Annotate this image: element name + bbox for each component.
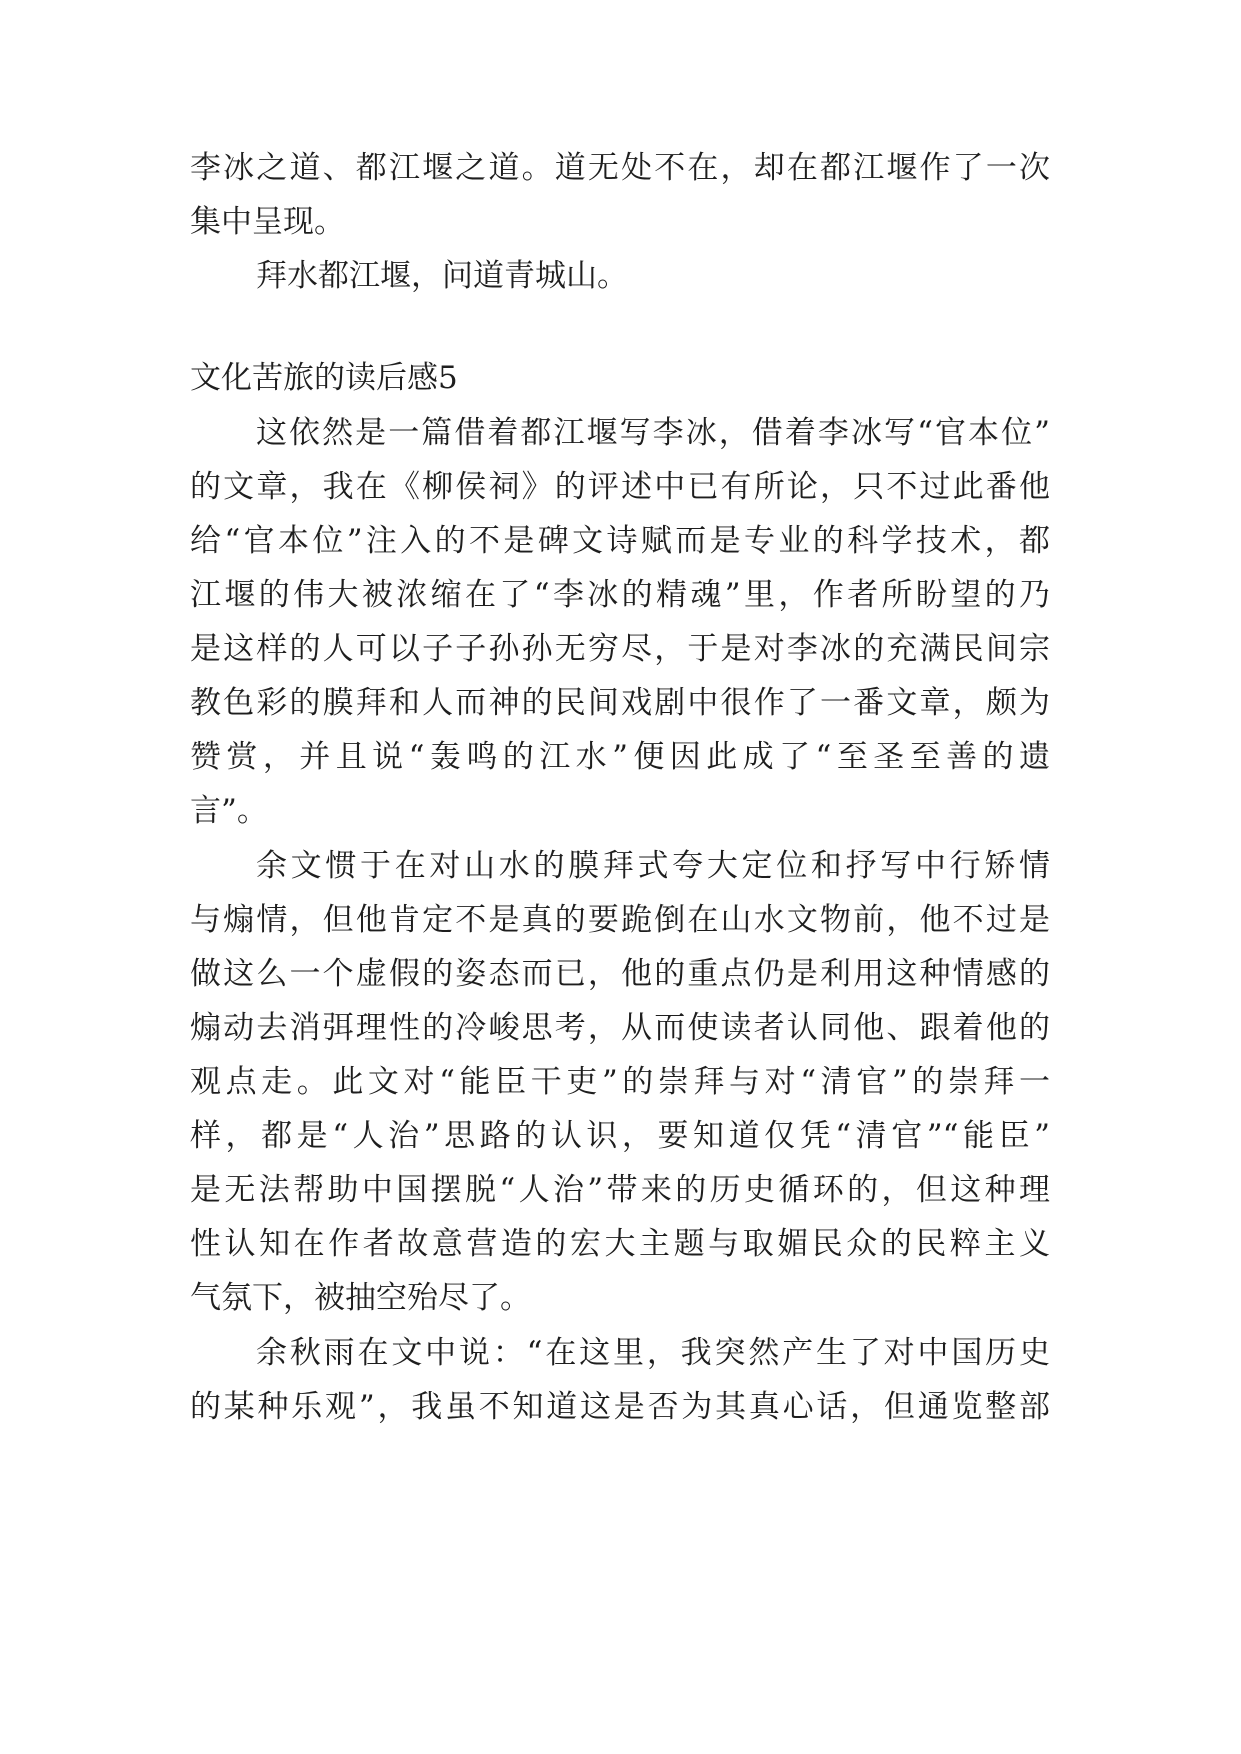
text-line: 余秋雨在文中说：“在这里，我突然产生了对中国历史 bbox=[256, 1335, 1050, 1371]
text-line: 言”。 bbox=[190, 793, 268, 829]
text-line: 煽动去消弭理性的冷峻思考，从而使读者认同他、跟着他的 bbox=[190, 1010, 1050, 1046]
text-line: 集中呈现。 bbox=[190, 204, 345, 240]
text-line: 观点走。此文对“能臣干吏”的崇拜与对“清官”的崇拜一 bbox=[190, 1064, 1050, 1100]
text-line: 是这样的人可以子子孙孙无穷尽，于是对李冰的充满民间宗 bbox=[190, 631, 1050, 667]
text-line: 教色彩的膜拜和人而神的民间戏剧中很作了一番文章，颇为 bbox=[190, 685, 1050, 721]
text-line: 与煽情，但他肯定不是真的要跪倒在山水文物前，他不过是 bbox=[190, 902, 1050, 938]
text-line: 给“官本位”注入的不是碑文诗赋而是专业的科学技术，都 bbox=[190, 523, 1050, 559]
text-line: 江堰的伟大被浓缩在了“李冰的精魂”里，作者所盼望的乃 bbox=[190, 577, 1050, 613]
text-line: 余文惯于在对山水的膜拜式夸大定位和抒写中行矫情 bbox=[256, 848, 1050, 884]
text-line: 的某种乐观”，我虽不知道这是否为其真心话，但通览整部 bbox=[190, 1389, 1050, 1425]
text-line: 李冰之道、都江堰之道。道无处不在，却在都江堰作了一次 bbox=[190, 150, 1050, 186]
text-line: 气氛下，被抽空殆尽了。 bbox=[190, 1280, 531, 1316]
text-line: 是无法帮助中国摆脱“人治”带来的历史循环的，但这种理 bbox=[190, 1172, 1050, 1208]
text-line: 样，都是“人治”思路的认识，要知道仅凭“清官”“能臣” bbox=[190, 1118, 1050, 1154]
text-line: 做这么一个虚假的姿态而已，他的重点仍是利用这种情感的 bbox=[190, 956, 1050, 992]
text-line: 这依然是一篇借着都江堰写李冰，借着李冰写“官本位” bbox=[256, 415, 1050, 451]
text-line: 的文章，我在《柳侯祠》的评述中已有所论，只不过此番他 bbox=[190, 469, 1050, 505]
section-heading: 文化苦旅的读后感5 bbox=[190, 360, 458, 396]
text-line: 性认知在作者故意营造的宏大主题与取媚民众的民粹主义 bbox=[190, 1226, 1050, 1262]
closing-line: 拜水都江堰，问道青城山。 bbox=[256, 258, 628, 294]
text-line: 赞赏，并且说“轰鸣的江水”便因此成了“至圣至善的遗 bbox=[190, 739, 1050, 775]
